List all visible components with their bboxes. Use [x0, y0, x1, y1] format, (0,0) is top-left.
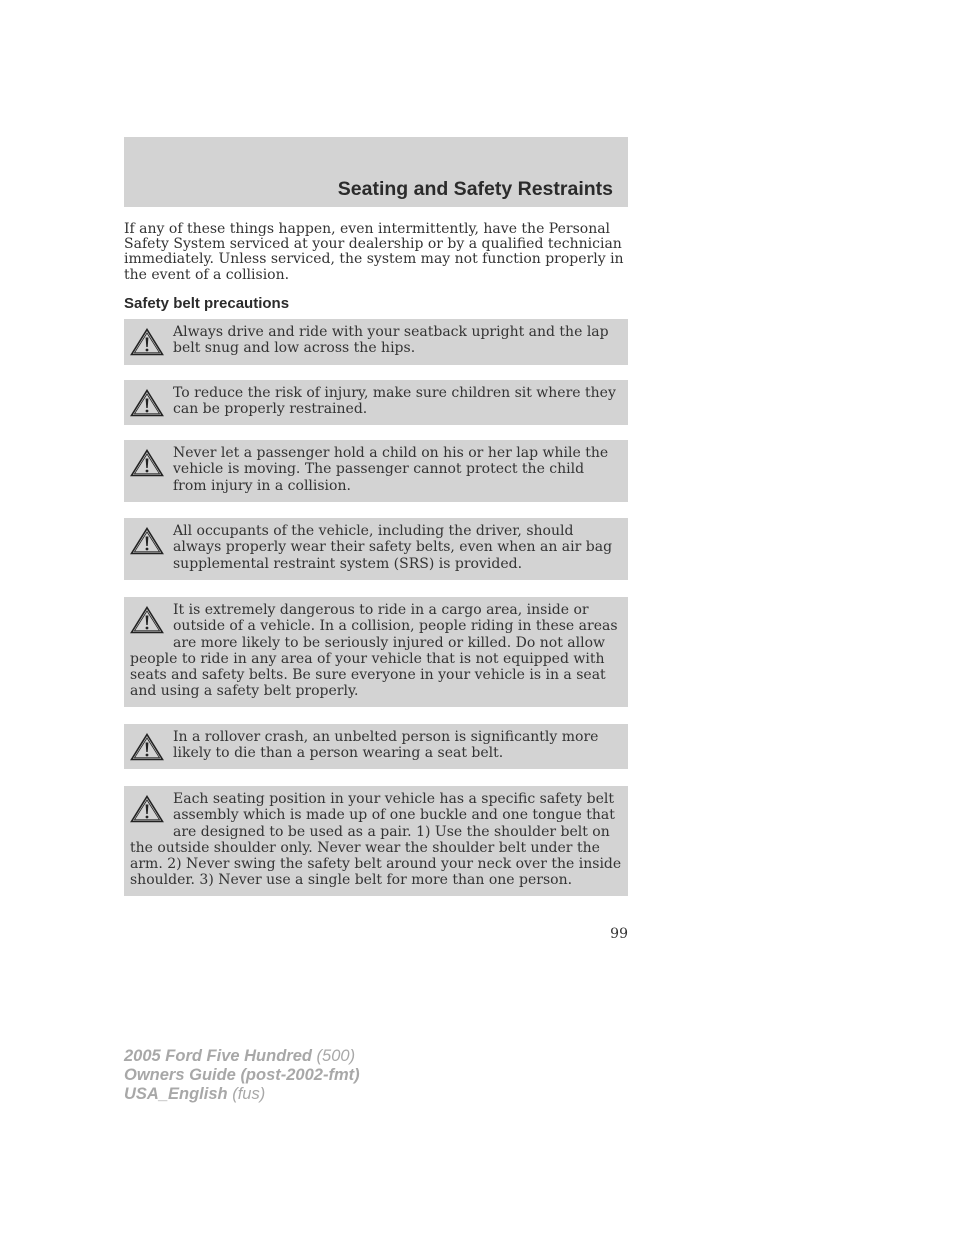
warning-box-6 [124, 724, 628, 769]
warning-text-5: It is extremely dangerous to ride in a cargo area, inside or outside of a vehicle. In a collision, people riding in these areas are more likely to be seriously injured or killed. Do not allow people to ride in any area of your vehicle that is not equipped with seats and safety belts. Be sure everyone in your vehicle is in a seat and using a safety belt properly. [130, 602, 618, 700]
warning-triangle-icon [130, 795, 164, 823]
warning-box-3 [124, 440, 628, 502]
section-header-band [124, 137, 628, 207]
footer-model: 2005 Ford Five Hundred [124, 1047, 312, 1065]
warning-text-7: Each seating position in your vehicle has a specific safety belt assembly which is made up of one buckle and one tongue that are designed to be used as a pair. 1) Use the shoulder belt on the outside shoulder only. Never wear the shoulder belt under the arm. 2) Never swing the safety belt around your neck over the inside shoulder. 3) Never use a single belt for more than one person. [130, 791, 622, 889]
warning-box-5 [124, 597, 628, 707]
warning-text-6: In a rollover crash, an unbelted person is significantly more likely to die than a person wearing a seat belt. [173, 729, 599, 762]
warning-triangle-icon [130, 449, 164, 477]
footer-line-3 [124, 1085, 360, 1104]
warning-triangle-icon [130, 328, 164, 356]
section-title: Seating and Safety Restraints [337, 178, 613, 200]
footer-language: USA_English [124, 1085, 228, 1103]
document-footer [124, 1047, 360, 1104]
warning-box-2 [124, 380, 628, 425]
warning-text-1: Always drive and ride with your seatback upright and the lap belt snug and low across the hips. [173, 324, 609, 357]
warning-text-3: Never let a passenger hold a child on his or her lap while the vehicle is moving. The passenger cannot protect the child from injury in a collision. [173, 445, 609, 494]
warning-box-4 [124, 518, 628, 580]
page-number: 99 [610, 926, 628, 942]
warning-triangle-icon [130, 606, 164, 634]
warning-text-2: To reduce the risk of injury, make sure children sit where they can be properly restrained. [173, 385, 616, 418]
footer-guide: Owners Guide (post-2002-fmt) [124, 1066, 360, 1084]
footer-line-2 [124, 1066, 360, 1085]
footer-line-1 [124, 1047, 360, 1066]
warning-triangle-icon [130, 389, 164, 417]
footer-language-code: (fus) [227, 1085, 266, 1103]
warning-text-4: All occupants of the vehicle, including the driver, should always properly wear their safety belts, even when an air bag supplemental restraint system (SRS) is provided. [173, 523, 613, 572]
warning-triangle-icon [130, 527, 164, 555]
warning-box-1 [124, 319, 628, 365]
warning-triangle-icon [130, 733, 164, 761]
intro-paragraph: If any of these things happen, even intermittently, have the Personal Safety System serviced at your dealership or by a qualified technician immediately. Unless serviced, the system may not function properly in the event of a collision. [124, 221, 624, 283]
subheading-safety-belt-precautions: Safety belt precautions [124, 295, 290, 312]
warning-box-7 [124, 786, 628, 896]
footer-model-code: (500) [311, 1047, 356, 1065]
